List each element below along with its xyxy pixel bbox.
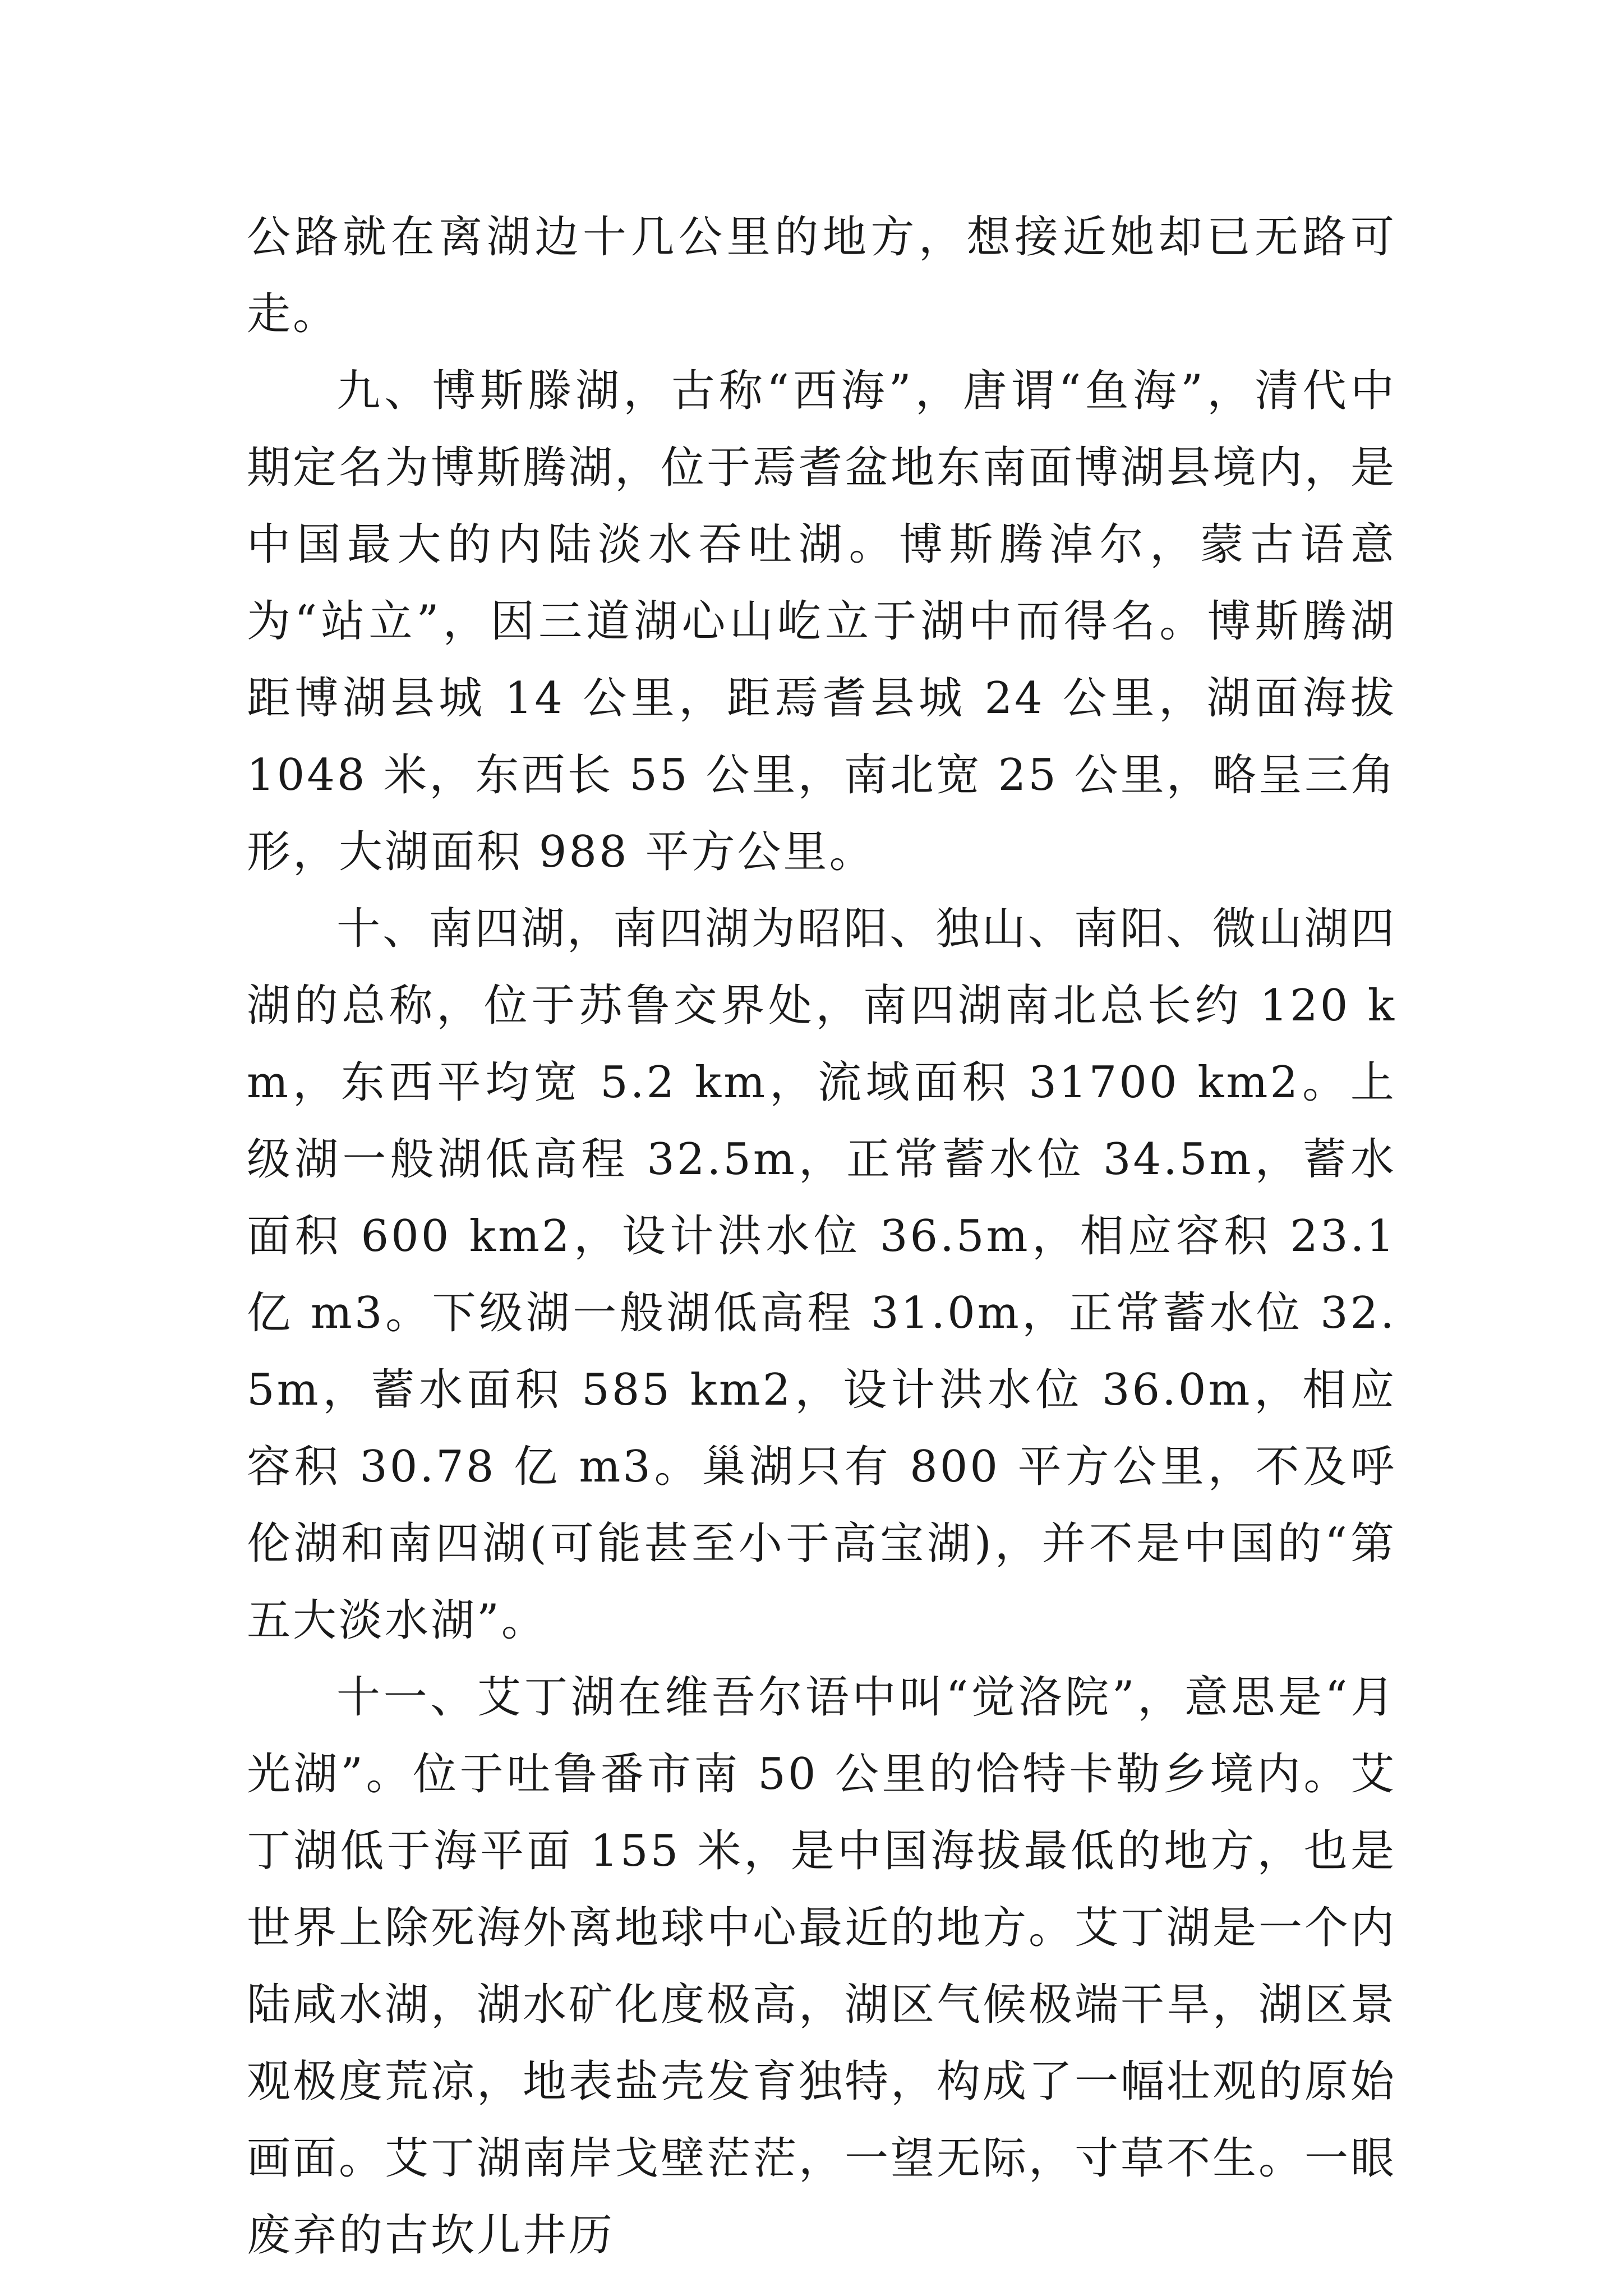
paragraph-bosten-lake: 九、博斯滕湖，古称“西海”，唐谓“鱼海”，清代中期定名为博斯腾湖，位于焉耆盆地东南面博湖县境内，是中国最大的内陆淡水吞吐湖。博斯腾淖尔，蒙古语意为“站立”，因三道湖心山屹立于湖中而得名。博斯腾湖距博湖县城 14 公里，距焉耆县城 24 公里，湖面海拔 1048 米，东西长 55 公里，南北宽 25 公里，略呈三角形，大湖面积 988 平方公里。 [247,366,1397,877]
document-body [247,199,1396,2274]
paragraph-ayding-lake: 十一、艾丁湖在维吾尔语中叫“觉洛院”，意思是“月光湖”。位于吐鲁番市南 50 公里的恰特卡勒乡境内。艾丁湖低于海平面 155 米，是中国海拔最低的地方，也是世界上除死海外离地球中心最近的地方。艾丁湖是一个内陆咸水湖，湖水矿化度极高，湖区气候极端干旱，湖区景观极度荒凉，地表盐壳发育独特，构成了一幅壮观的原始画面。艾丁湖南岸戈壁茫茫，一望无际，寸草不生。一眼废弃的古坎儿井历 [247,1672,1397,2261]
paragraph-nansi-lake: 十、南四湖，南四湖为昭阳、独山、南阳、微山湖四湖的总称，位于苏鲁交界处，南四湖南北总长约 120 km，东西平均宽 5.2 km，流域面积 31700 km2。上级湖一般湖低高程 32.5m，正常蓄水位 34.5m，蓄水面积 600 km2，设计洪水位 36.5m，相应容积 23.1 亿 m3。下级湖一般湖低高程 31.0m，正常蓄水位 32.5m，蓄水面积 585 km2，设计洪水位 36.0m，相应容积 30.78 亿 m3。巢湖只有 800 平方公里，不及呼伦湖和南四湖(可能甚至小于高宝湖)，并不是中国的“第五大淡水湖”。 [247,904,1396,1646]
paragraph-continuation: 公路就在离湖边十几公里的地方，想接近她却已无路可走。 [247,212,1396,339]
